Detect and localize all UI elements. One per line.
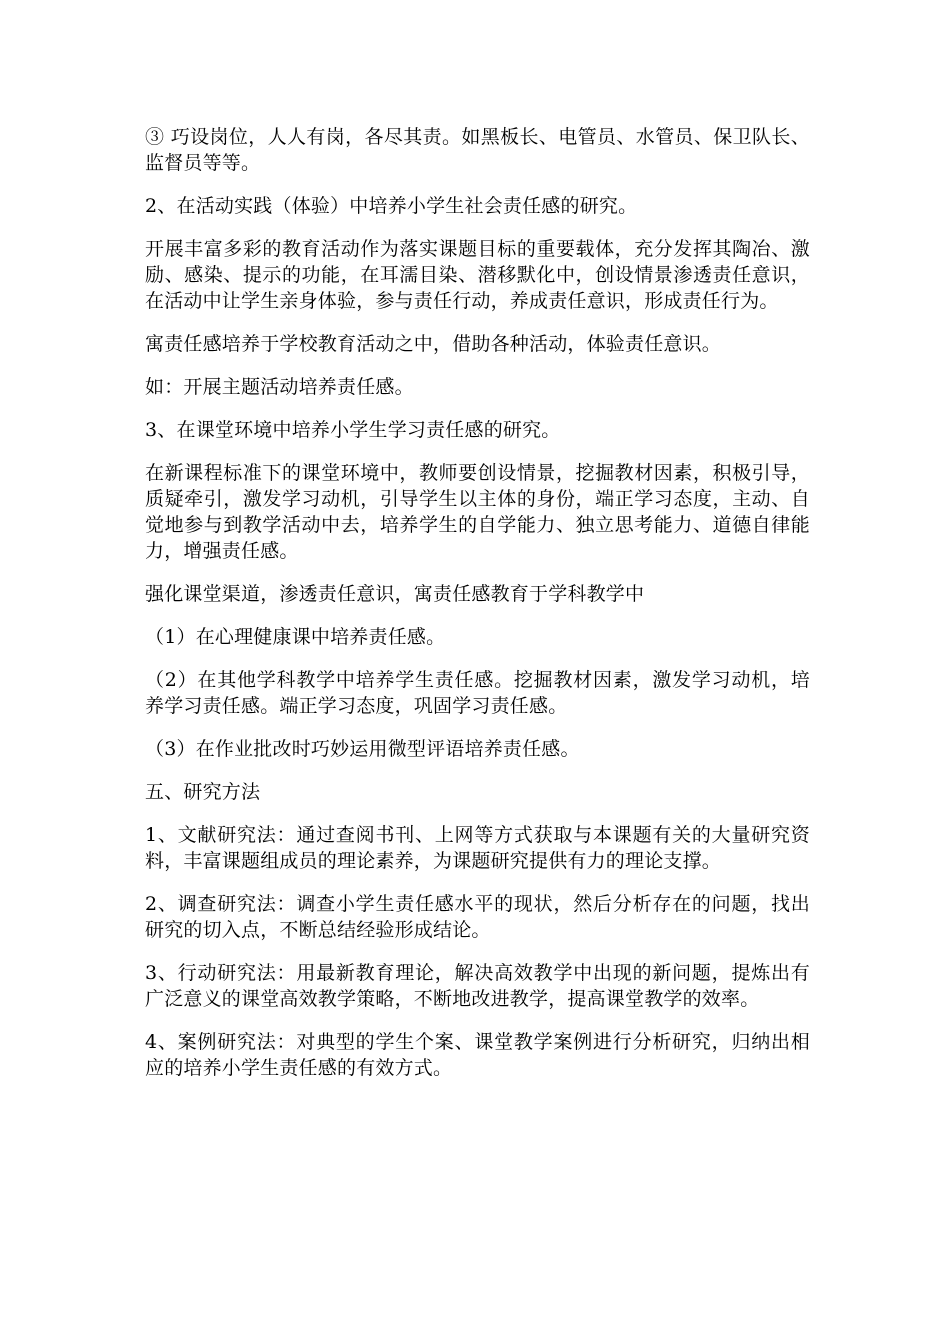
paragraph-new-curriculum: 在新课程标准下的课堂环境中，教师要创设情景，挖掘教材因素，积极引导，质疑牵引，激发学习动机，引导学生以主体的身份，端正学习态度，主动、自觉地参与到教学活动中去，培养学生的自学能力、独立思考能力、道德自律能力，增强责任感。 xyxy=(145,462,810,562)
paragraph-roles: ③ 巧设岗位，人人有岗，各尽其责。如黑板长、电管员、水管员、保卫队长、监督员等等。 xyxy=(145,126,810,174)
document-page xyxy=(145,124,810,1098)
list-item-3: （3）在作业批改时巧妙运用微型评语培养责任感。 xyxy=(145,738,580,760)
section-heading-methods: 五、研究方法 xyxy=(145,781,261,803)
method-literature: 1、文献研究法：通过查阅书刊、上网等方式获取与本课题有关的大量研究资料，丰富课题组成员的理论素养，为课题研究提供有力的理论支撑。 xyxy=(145,824,810,872)
method-action: 3、行动研究法：用最新教育理论，解决高效教学中出现的新问题，提炼出有广泛意义的课堂高效教学策略，不断地改进教学，提高课堂教学的效率。 xyxy=(145,962,810,1010)
heading-activity-practice: 2、在活动实践（体验）中培养小学生社会责任感的研究。 xyxy=(145,195,638,217)
method-case: 4、案例研究法：对典型的学生个案、课堂教学案例进行分析研究，归纳出相应的培养小学生责任感的有效方式。 xyxy=(145,1031,810,1079)
paragraph-school-activities: 寓责任感培养于学校教育活动之中，借助各种活动，体验责任意识。 xyxy=(145,333,722,355)
list-item-2: （2）在其他学科教学中培养学生责任感。挖掘教材因素，激发学习动机，培养学习责任感。端正学习态度，巩固学习责任感。 xyxy=(145,669,810,717)
list-item-1: （1）在心理健康课中培养责任感。 xyxy=(145,626,446,648)
method-survey: 2、调查研究法：调查小学生责任感水平的现状，然后分析存在的问题，找出研究的切入点，不断总结经验形成结论。 xyxy=(145,893,810,941)
paragraph-example-theme: 如：开展主题活动培养责任感。 xyxy=(145,376,414,398)
paragraph-activities: 开展丰富多彩的教育活动作为落实课题目标的重要载体，充分发挥其陶冶、激励、感染、提示的功能，在耳濡目染、潜移默化中，创设情景渗透责任意识，在活动中让学生亲身体验，参与责任行动，养成责任意识，形成责任行为。 xyxy=(145,238,810,312)
paragraph-strengthen-classroom: 强化课堂渠道，渗透责任意识，寓责任感教育于学科教学中 xyxy=(145,583,645,605)
heading-classroom: 3、在课堂环境中培养小学生学习责任感的研究。 xyxy=(145,419,561,441)
